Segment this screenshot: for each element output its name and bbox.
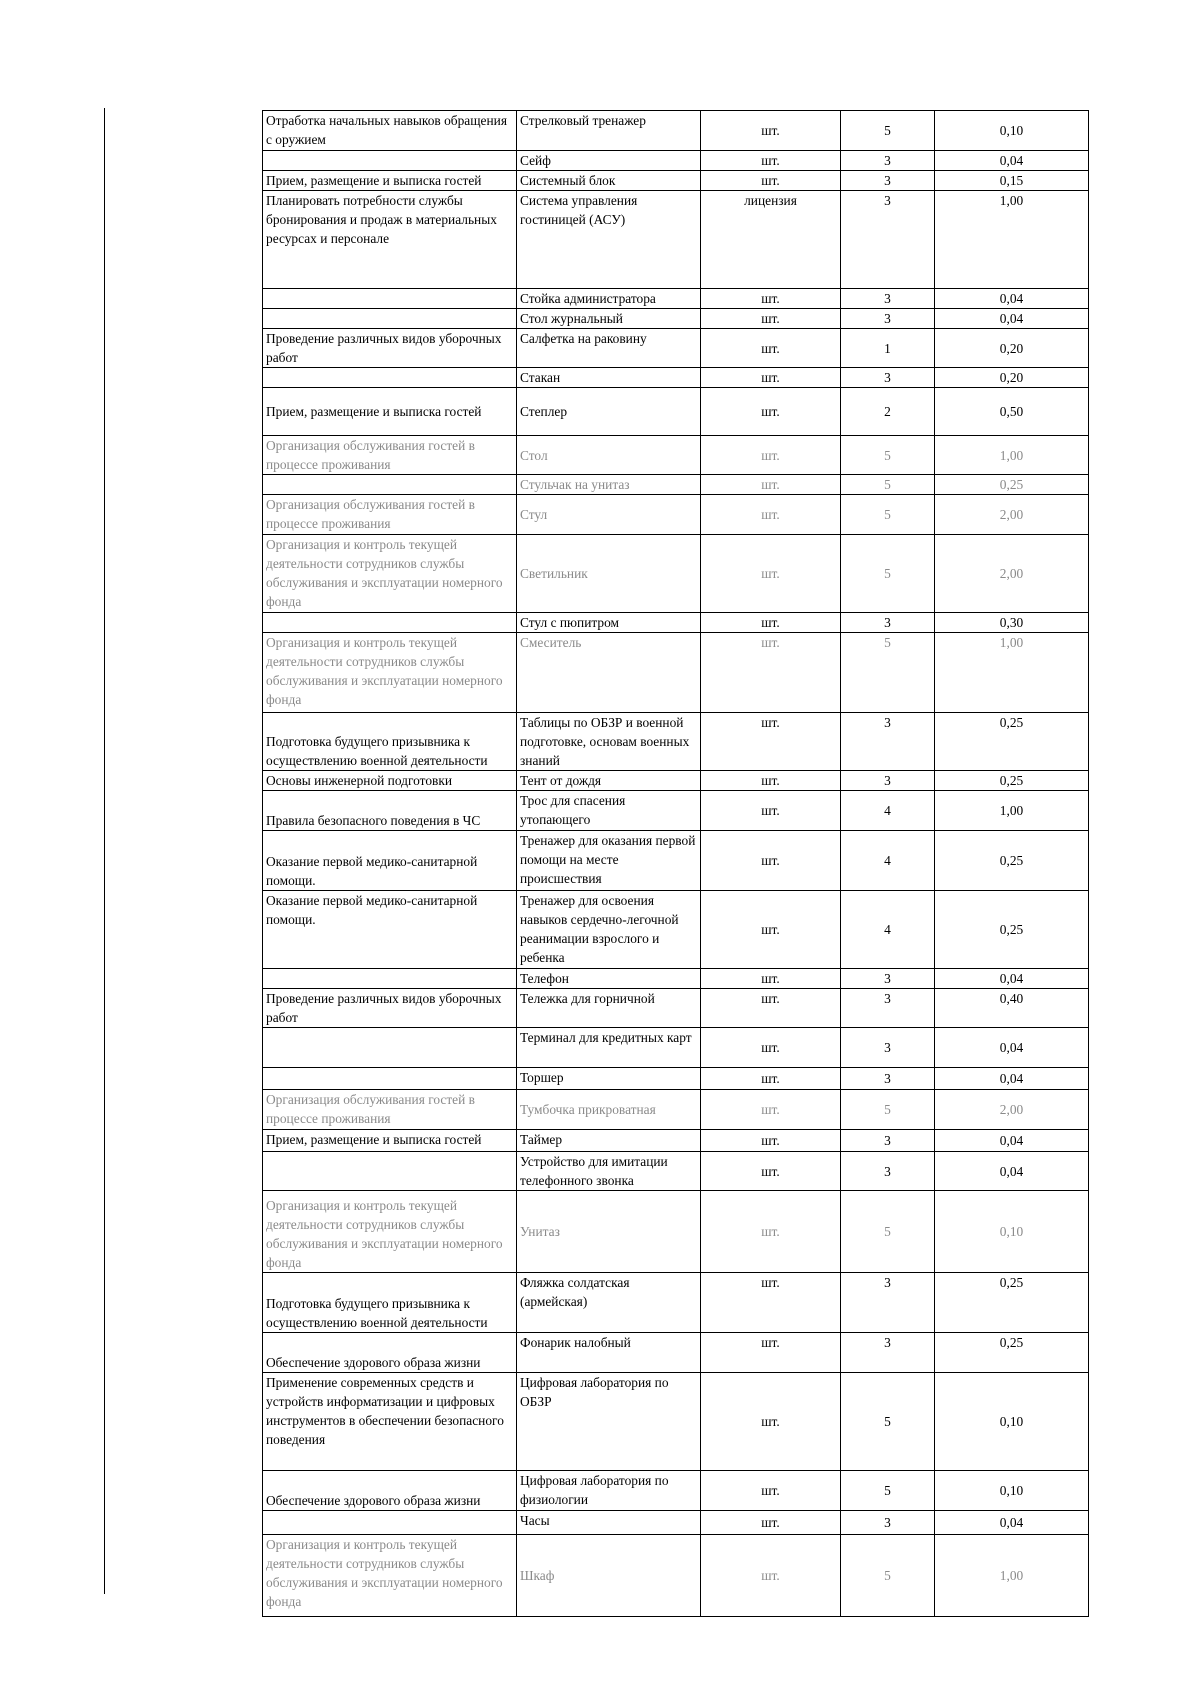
item-cell: Стрелковый тренажер [517, 111, 701, 151]
activity-cell: Применение современных средств и устройств информатизации и цифровых инструментов в обеспечении безопасного поведения [263, 1373, 517, 1471]
quantity-cell: 5 [841, 436, 935, 475]
activity-cell [263, 1028, 517, 1068]
quantity-cell: 5 [841, 1090, 935, 1130]
item-cell: Сейф [517, 151, 701, 171]
value-cell: 0,04 [935, 309, 1089, 329]
quantity-cell: 1 [841, 329, 935, 368]
table-row [263, 1191, 1089, 1273]
item-cell: Шкаф [517, 1535, 701, 1617]
activity-cell: Прием, размещение и выписка гостей [263, 171, 517, 191]
item-cell: Стакан [517, 368, 701, 388]
activity-cell: Прием, размещение и выписка гостей [263, 388, 517, 436]
table-row [263, 633, 1089, 713]
activity-cell: Подготовка будущего призывника к осуществлению военной деятельности [263, 713, 517, 771]
item-cell: Трос для спасения утопающего [517, 791, 701, 831]
activity-cell: Оказание первой медико-санитарной помощи. [263, 891, 517, 969]
activity-cell: Оказание первой медико-санитарной помощи. [263, 831, 517, 891]
quantity-cell: 3 [841, 289, 935, 309]
value-cell: 2,00 [935, 1090, 1089, 1130]
activity-cell [263, 613, 517, 633]
table-row [263, 771, 1089, 791]
table-row [263, 1130, 1089, 1152]
table-row [263, 1333, 1089, 1373]
item-cell: Таймер [517, 1130, 701, 1152]
table-row [263, 1373, 1089, 1471]
table-row [263, 1535, 1089, 1617]
margin-line [104, 108, 105, 1594]
quantity-cell: 5 [841, 495, 935, 535]
unit-cell: шт. [701, 633, 841, 713]
activity-cell: Планировать потребности службы бронирования и продаж в материальных ресурсах и персонале [263, 191, 517, 289]
activity-cell [263, 969, 517, 989]
quantity-cell: 3 [841, 1028, 935, 1068]
value-cell: 0,25 [935, 771, 1089, 791]
equipment-table [262, 110, 1089, 1617]
equipment-table-body [263, 111, 1089, 1617]
quantity-cell: 5 [841, 1191, 935, 1273]
value-cell: 0,04 [935, 1130, 1089, 1152]
table-row [263, 475, 1089, 495]
item-cell: Стойка администратора [517, 289, 701, 309]
table-row [263, 388, 1089, 436]
table-row [263, 329, 1089, 368]
item-cell: Стол журнальный [517, 309, 701, 329]
table-row [263, 1090, 1089, 1130]
quantity-cell: 3 [841, 368, 935, 388]
item-cell: Стул с пюпитром [517, 613, 701, 633]
quantity-cell: 2 [841, 388, 935, 436]
quantity-cell: 5 [841, 475, 935, 495]
value-cell: 1,00 [935, 436, 1089, 475]
value-cell: 0,04 [935, 151, 1089, 171]
activity-cell: Организация обслуживания гостей в процессе проживания [263, 436, 517, 475]
item-cell: Тумбочка прикроватная [517, 1090, 701, 1130]
item-cell: Тент от дождя [517, 771, 701, 791]
value-cell: 0,04 [935, 1152, 1089, 1191]
table-row [263, 791, 1089, 831]
value-cell: 0,25 [935, 1273, 1089, 1333]
unit-cell: шт. [701, 831, 841, 891]
activity-cell: Организация обслуживания гостей в процессе проживания [263, 495, 517, 535]
unit-cell: шт. [701, 289, 841, 309]
quantity-cell: 3 [841, 151, 935, 171]
table-row [263, 1028, 1089, 1068]
value-cell: 0,10 [935, 1191, 1089, 1273]
item-cell: Тренажер для освоения навыков сердечно-легочной реанимации взрослого и ребенка [517, 891, 701, 969]
unit-cell: шт. [701, 368, 841, 388]
quantity-cell: 5 [841, 111, 935, 151]
value-cell: 0,25 [935, 891, 1089, 969]
item-cell: Стол [517, 436, 701, 475]
quantity-cell: 3 [841, 989, 935, 1028]
unit-cell: шт. [701, 989, 841, 1028]
table-row [263, 989, 1089, 1028]
item-cell: Система управления гостиницей (АСУ) [517, 191, 701, 289]
table-row [263, 289, 1089, 309]
table-row [263, 171, 1089, 191]
quantity-cell: 3 [841, 713, 935, 771]
value-cell: 0,04 [935, 1028, 1089, 1068]
unit-cell: шт. [701, 1373, 841, 1471]
activity-cell: Проведение различных видов уборочных работ [263, 989, 517, 1028]
value-cell: 0,25 [935, 831, 1089, 891]
unit-cell: шт. [701, 1471, 841, 1511]
value-cell: 0,20 [935, 368, 1089, 388]
value-cell: 0,10 [935, 111, 1089, 151]
value-cell: 1,00 [935, 1535, 1089, 1617]
table-row [263, 831, 1089, 891]
activity-cell: Прием, размещение и выписка гостей [263, 1130, 517, 1152]
unit-cell: шт. [701, 151, 841, 171]
item-cell: Системный блок [517, 171, 701, 191]
quantity-cell: 5 [841, 535, 935, 613]
value-cell: 0,15 [935, 171, 1089, 191]
unit-cell: шт. [701, 1191, 841, 1273]
value-cell: 0,25 [935, 713, 1089, 771]
unit-cell: шт. [701, 535, 841, 613]
unit-cell: шт. [701, 111, 841, 151]
value-cell: 0,20 [935, 329, 1089, 368]
table-row [263, 891, 1089, 969]
activity-cell: Организация и контроль текущей деятельности сотрудников службы обслуживания и эксплуатации номерного фонда [263, 633, 517, 713]
activity-cell [263, 475, 517, 495]
unit-cell: шт. [701, 1273, 841, 1333]
table-row [263, 309, 1089, 329]
value-cell: 0,10 [935, 1471, 1089, 1511]
unit-cell: шт. [701, 171, 841, 191]
table-row [263, 495, 1089, 535]
item-cell: Светильник [517, 535, 701, 613]
activity-cell: Организация и контроль текущей деятельности сотрудников службы обслуживания и эксплуатации номерного фонда [263, 1191, 517, 1273]
activity-cell: Организация обслуживания гостей в процессе проживания [263, 1090, 517, 1130]
unit-cell: шт. [701, 1535, 841, 1617]
quantity-cell: 4 [841, 831, 935, 891]
item-cell: Цифровая лаборатория по ОБЗР [517, 1373, 701, 1471]
unit-cell: шт. [701, 388, 841, 436]
unit-cell: шт. [701, 1068, 841, 1090]
unit-cell: шт. [701, 771, 841, 791]
quantity-cell: 3 [841, 309, 935, 329]
activity-cell: Обеспечение здорового образа жизни [263, 1333, 517, 1373]
quantity-cell: 3 [841, 1273, 935, 1333]
item-cell: Фонарик налобный [517, 1333, 701, 1373]
item-cell: Стул [517, 495, 701, 535]
activity-cell: Проведение различных видов уборочных работ [263, 329, 517, 368]
activity-cell [263, 1511, 517, 1535]
table-row [263, 151, 1089, 171]
value-cell: 1,00 [935, 791, 1089, 831]
value-cell: 1,00 [935, 191, 1089, 289]
unit-cell: шт. [701, 495, 841, 535]
table-row [263, 1152, 1089, 1191]
value-cell: 2,00 [935, 535, 1089, 613]
item-cell: Салфетка на раковину [517, 329, 701, 368]
quantity-cell: 3 [841, 613, 935, 633]
item-cell: Смеситель [517, 633, 701, 713]
value-cell: 2,00 [935, 495, 1089, 535]
unit-cell: шт. [701, 1090, 841, 1130]
quantity-cell: 4 [841, 891, 935, 969]
activity-cell: Организация и контроль текущей деятельности сотрудников службы обслуживания и эксплуатации номерного фонда [263, 1535, 517, 1617]
unit-cell: шт. [701, 329, 841, 368]
activity-cell [263, 368, 517, 388]
activity-cell: Правила безопасного поведения в ЧС [263, 791, 517, 831]
unit-cell: шт. [701, 1130, 841, 1152]
item-cell: Тренажер для оказания первой помощи на месте происшествия [517, 831, 701, 891]
item-cell: Устройство для имитации телефонного звонка [517, 1152, 701, 1191]
unit-cell: шт. [701, 791, 841, 831]
activity-cell [263, 1152, 517, 1191]
quantity-cell: 3 [841, 1130, 935, 1152]
table-row [263, 1511, 1089, 1535]
item-cell: Таблицы по ОБЗР и военной подготовке, основам военных знаний [517, 713, 701, 771]
item-cell: Часы [517, 1511, 701, 1535]
item-cell: Степлер [517, 388, 701, 436]
quantity-cell: 3 [841, 969, 935, 989]
table-row [263, 191, 1089, 289]
activity-cell [263, 1068, 517, 1090]
unit-cell: шт. [701, 613, 841, 633]
quantity-cell: 3 [841, 1152, 935, 1191]
quantity-cell: 3 [841, 191, 935, 289]
value-cell: 1,00 [935, 633, 1089, 713]
value-cell: 0,10 [935, 1373, 1089, 1471]
item-cell: Цифровая лаборатория по физиологии [517, 1471, 701, 1511]
quantity-cell: 5 [841, 1471, 935, 1511]
value-cell: 0,25 [935, 475, 1089, 495]
activity-cell: Основы инженерной подготовки [263, 771, 517, 791]
item-cell: Тележка для горничной [517, 989, 701, 1028]
unit-cell: шт. [701, 1511, 841, 1535]
unit-cell: шт. [701, 713, 841, 771]
value-cell: 0,25 [935, 1333, 1089, 1373]
quantity-cell: 5 [841, 633, 935, 713]
value-cell: 0,04 [935, 1068, 1089, 1090]
table-row [263, 713, 1089, 771]
quantity-cell: 5 [841, 1373, 935, 1471]
unit-cell: шт. [701, 436, 841, 475]
value-cell: 0,40 [935, 989, 1089, 1028]
unit-cell: шт. [701, 309, 841, 329]
quantity-cell: 5 [841, 1535, 935, 1617]
table-row [263, 436, 1089, 475]
item-cell: Стульчак на унитаз [517, 475, 701, 495]
item-cell: Фляжка солдатская (армейская) [517, 1273, 701, 1333]
value-cell: 0,04 [935, 289, 1089, 309]
table-row [263, 111, 1089, 151]
activity-cell: Подготовка будущего призывника к осуществлению военной деятельности [263, 1273, 517, 1333]
unit-cell: шт. [701, 891, 841, 969]
unit-cell: шт. [701, 475, 841, 495]
unit-cell: шт. [701, 1152, 841, 1191]
quantity-cell: 3 [841, 1511, 935, 1535]
table-row [263, 969, 1089, 989]
activity-cell [263, 309, 517, 329]
item-cell: Терминал для кредитных карт [517, 1028, 701, 1068]
activity-cell: Отработка начальных навыков обращения с оружием [263, 111, 517, 151]
quantity-cell: 3 [841, 771, 935, 791]
table-row [263, 613, 1089, 633]
value-cell: 0,04 [935, 969, 1089, 989]
value-cell: 0,04 [935, 1511, 1089, 1535]
activity-cell [263, 151, 517, 171]
table-row [263, 368, 1089, 388]
table-row [263, 1471, 1089, 1511]
item-cell: Торшер [517, 1068, 701, 1090]
quantity-cell: 3 [841, 1333, 935, 1373]
quantity-cell: 3 [841, 1068, 935, 1090]
table-row [263, 1068, 1089, 1090]
unit-cell: шт. [701, 969, 841, 989]
quantity-cell: 3 [841, 171, 935, 191]
value-cell: 0,50 [935, 388, 1089, 436]
table-row [263, 1273, 1089, 1333]
item-cell: Унитаз [517, 1191, 701, 1273]
unit-cell: шт. [701, 1028, 841, 1068]
activity-cell: Обеспечение здорового образа жизни [263, 1471, 517, 1511]
activity-cell [263, 289, 517, 309]
unit-cell: лицензия [701, 191, 841, 289]
item-cell: Телефон [517, 969, 701, 989]
value-cell: 0,30 [935, 613, 1089, 633]
activity-cell: Организация и контроль текущей деятельности сотрудников службы обслуживания и эксплуатации номерного фонда [263, 535, 517, 613]
quantity-cell: 4 [841, 791, 935, 831]
table-row [263, 535, 1089, 613]
unit-cell: шт. [701, 1333, 841, 1373]
